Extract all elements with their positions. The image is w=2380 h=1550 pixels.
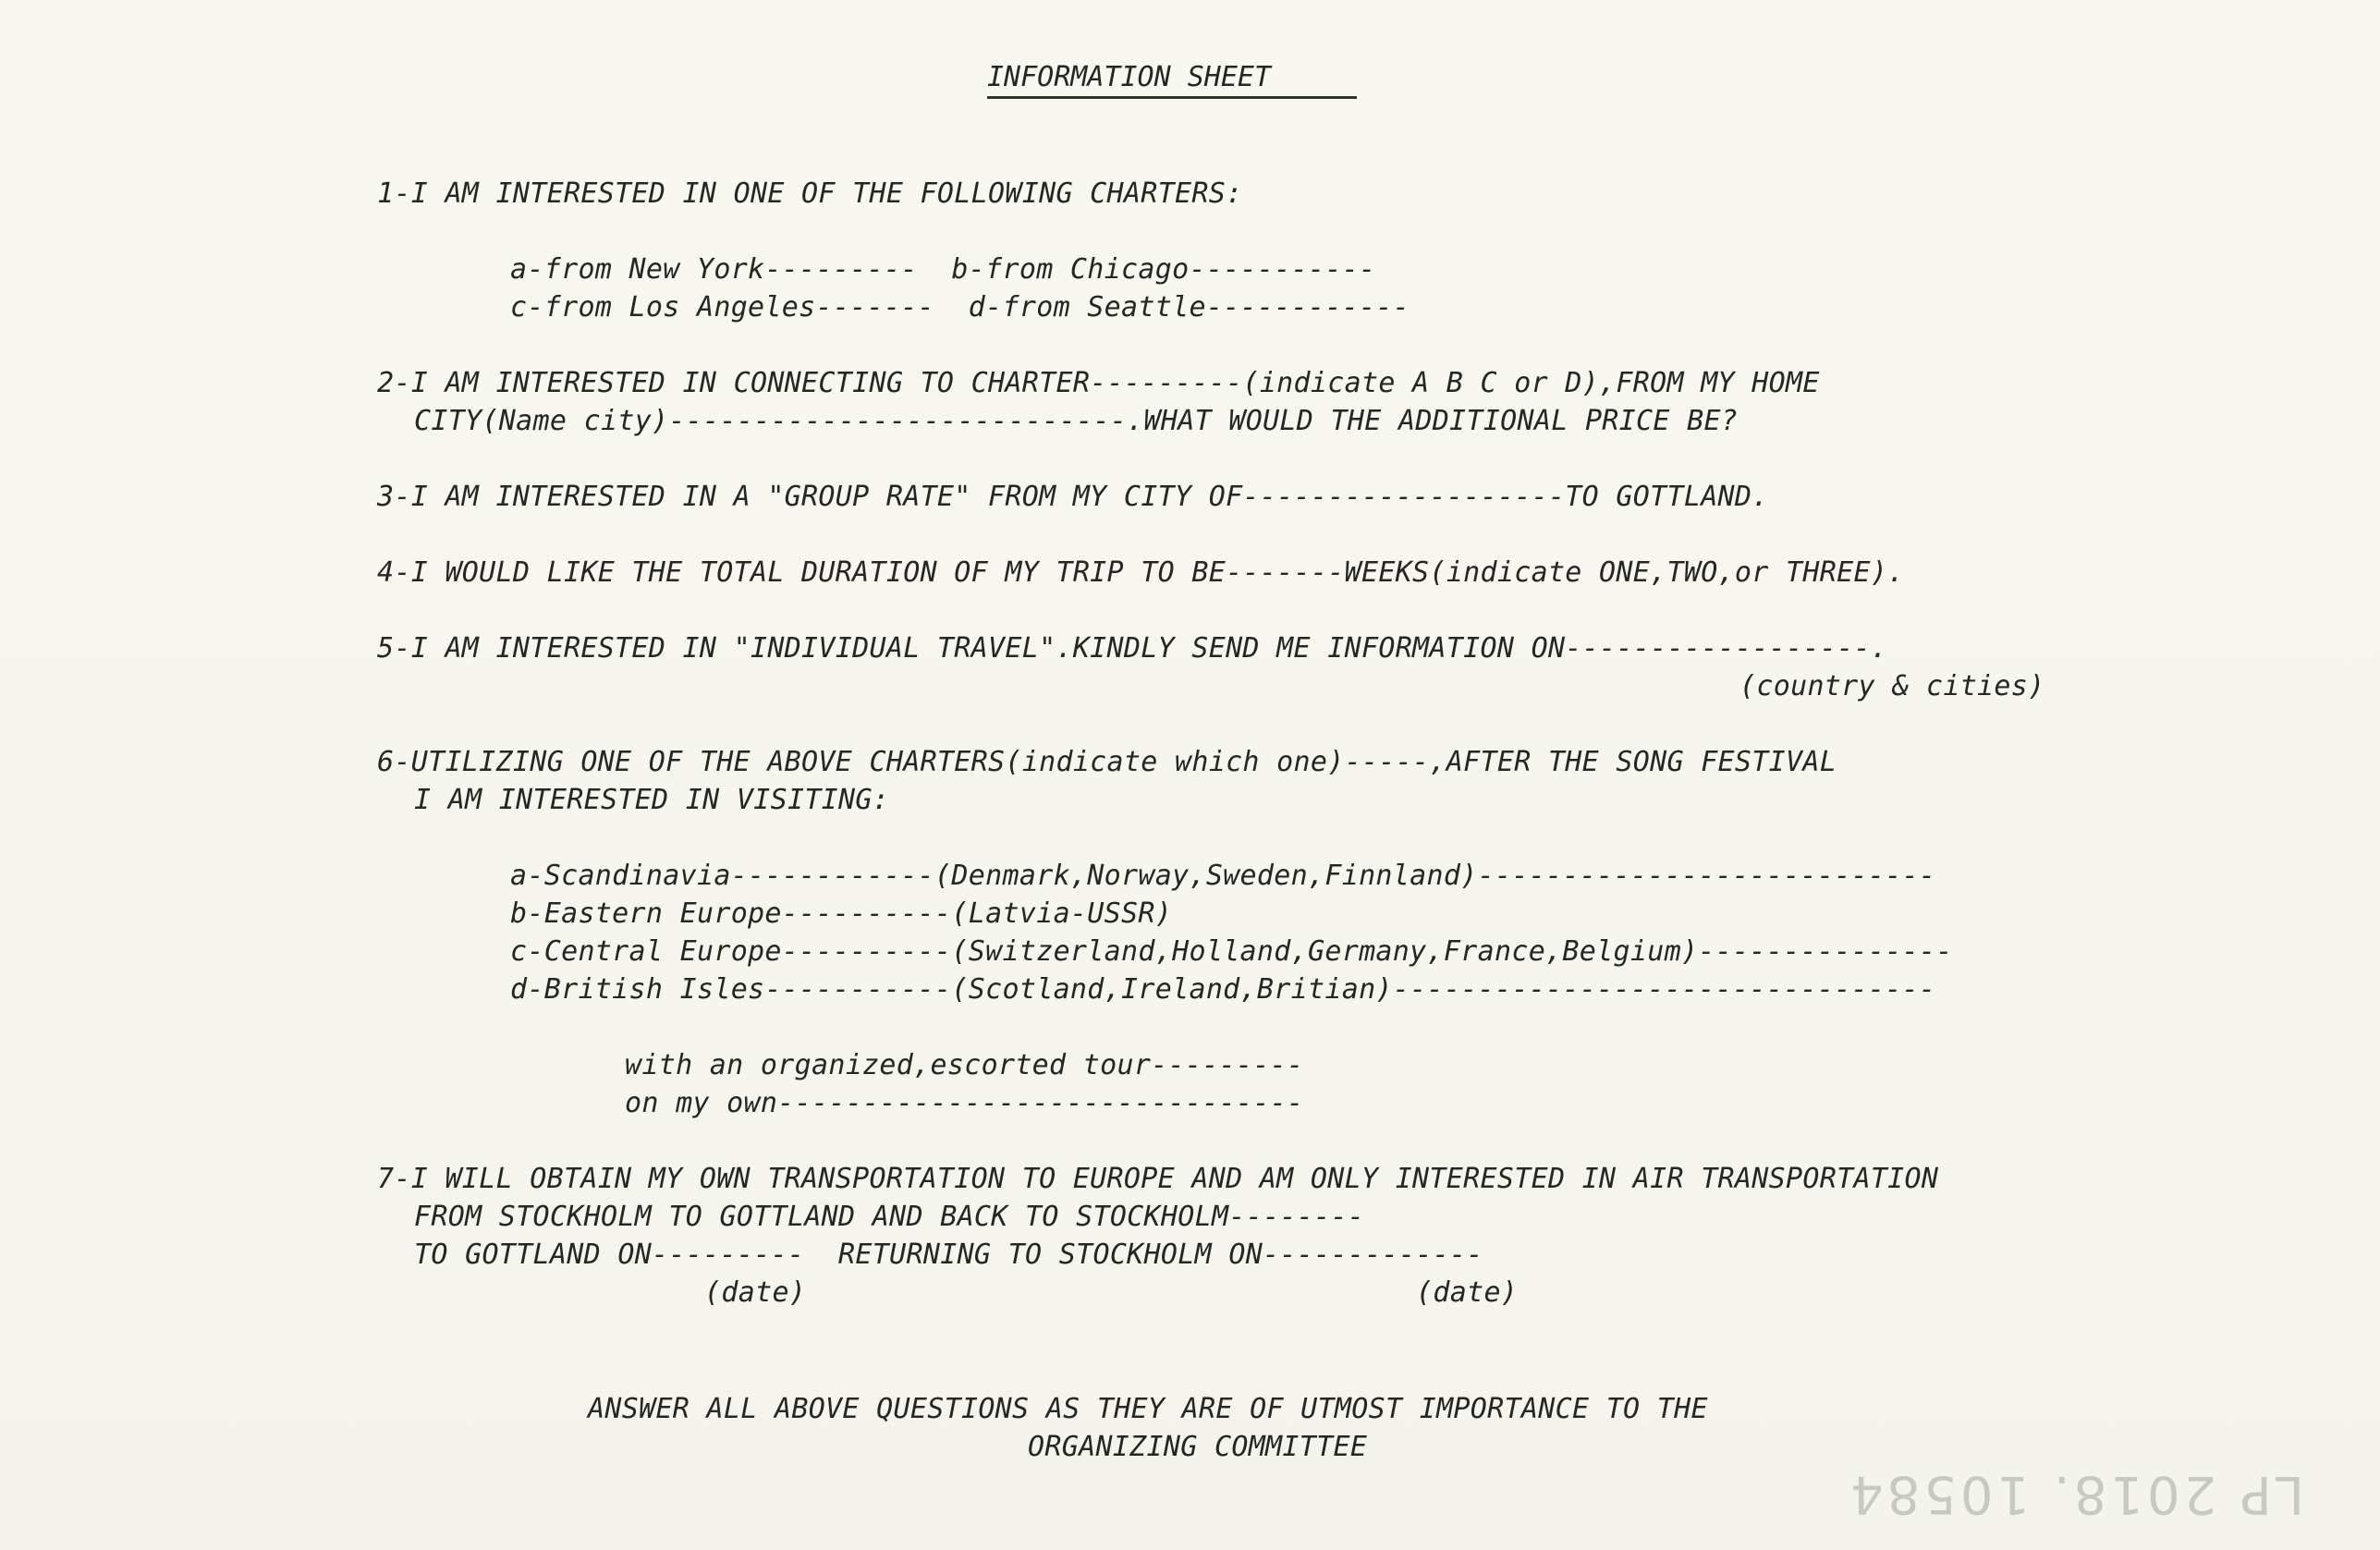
page-title: INFORMATION SHEET (987, 61, 1272, 93)
q5-note: (country & cities) (1739, 670, 2045, 702)
q7-date-right: (date) (1416, 1276, 1519, 1309)
q7-line-2: FROM STOCKHOLM TO GOTTLAND AND BACK TO STOCKHOLM-------- (414, 1201, 1365, 1233)
q6-option-b: b-Eastern Europe----------(Latvia-USSR) (510, 897, 1173, 930)
q1-row-2: c-from Los Angeles------- d-from Seattle------------ (510, 291, 1410, 323)
q1-row-1: a-from New York--------- b-from Chicago----------- (510, 253, 1376, 286)
q3-line-1: 3-I AM INTERESTED IN A "GROUP RATE" FROM MY CITY OF-------------------TO GOTTLAND. (377, 481, 1769, 513)
footer-line-2: ORGANIZING COMMITTEE (1028, 1431, 1368, 1463)
q1-heading: 1-I AM INTERESTED IN ONE OF THE FOLLOWING CHARTERS: (377, 177, 1243, 210)
q4-line-1: 4-I WOULD LIKE THE TOTAL DURATION OF MY TRIP TO BE-------WEEKS(indicate ONE,TWO,or THREE). (377, 556, 1905, 589)
q7-line-1: 7-I WILL OBTAIN MY OWN TRANSPORTATION TO EUROPE AND AM ONLY INTERESTED IN AIR TRANSPORTATION (377, 1163, 1939, 1195)
q2-line-1: 2-I AM INTERESTED IN CONNECTING TO CHARTER---------(indicate A B C or D),FROM MY HOME (377, 367, 1820, 399)
footer-line-1: ANSWER ALL ABOVE QUESTIONS AS THEY ARE OF UTMOST IMPORTANCE TO THE (588, 1393, 1708, 1425)
q2-line-2: CITY(Name city)---------------------------.WHAT WOULD THE ADDITIONAL PRICE BE? (414, 405, 1739, 437)
q5-line-1: 5-I AM INTERESTED IN "INDIVIDUAL TRAVEL".KINDLY SEND ME INFORMATION ON------------------. (377, 632, 1888, 665)
q6-line-2: I AM INTERESTED IN VISITING: (414, 784, 890, 816)
q6-tour: with an organized,escorted tour--------- (625, 1049, 1304, 1081)
q6-option-d: d-British Isles-----------(Scotland,Ireland,Britian)-------------------------------- (510, 973, 1936, 1006)
archive-pencil-note: LP 2018. 10584 (1846, 1464, 2304, 1524)
q6-line-1: 6-UTILIZING ONE OF THE ABOVE CHARTERS(indicate which one)-----,AFTER THE SONG FESTIVAL (377, 746, 1837, 778)
q7-line-3: TO GOTTLAND ON--------- RETURNING TO STOCKHOLM ON------------- (414, 1239, 1483, 1271)
q7-date-left: (date) (704, 1276, 807, 1309)
q6-own: on my own------------------------------- (625, 1087, 1304, 1119)
title-underline (987, 96, 1357, 99)
q6-option-c: c-Central Europe----------(Switzerland,Holland,Germany,France,Belgium)--------------- (510, 935, 1953, 968)
q6-option-a: a-Scandinavia------------(Denmark,Norway,Sweden,Finnland)--------------------------- (510, 860, 1936, 892)
